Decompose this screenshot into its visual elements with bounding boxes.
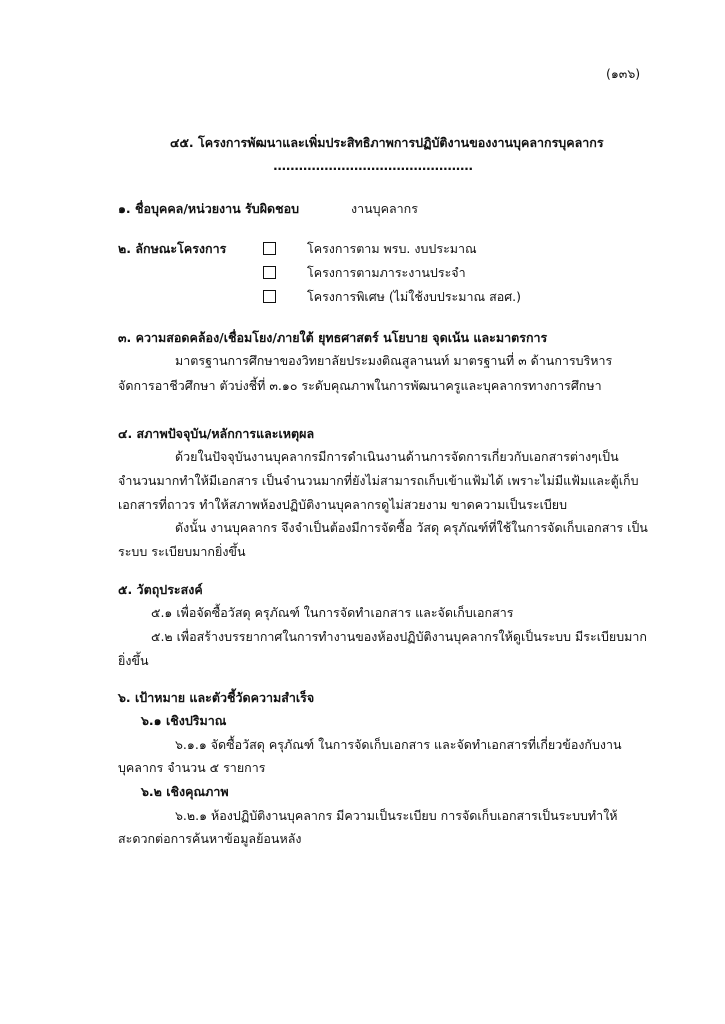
option-2-label: โครงการตามภาระงานประจำ: [307, 265, 466, 280]
page-number: (๑๓๖): [606, 66, 641, 81]
section-6-2-line-2: สะดวกต่อการค้นหาข้อมูลย้อนหลัง: [118, 831, 302, 846]
section-4-line-4: ดังนั้น งานบุคลากร จึงจำเป็นต้องมีการจัดซื้อ วัสดุ ครุภัณฑ์ที่ใช้ในการจัดเก็บเอกสาร เป็น: [175, 520, 648, 535]
section-6-heading: ๖. เป้าหมาย และตัวชี้วัดความสำเร็จ: [118, 690, 315, 705]
section-5-line-3: ยิ่งขึ้น: [118, 653, 149, 668]
checkbox-2[interactable]: [263, 266, 276, 279]
section-4-line-1: ด้วยในปัจจุบันงานบุคลากรมีการดำเนินงานด้านการจัดการเกี่ยวกับเอกสารต่างๆเป็น: [175, 449, 619, 464]
section-4-heading: ๔. สภาพปัจจุบัน/หลักการและเหตุผล: [118, 426, 315, 441]
option-3-label: โครงการพิเศษ (ไม่ใช้งบประมาณ สอศ.): [307, 289, 521, 304]
section-4-line-5: ระบบ ระเบียบมากยิ่งขึ้น: [118, 544, 246, 559]
section-5-heading: ๕. วัตถุประสงค์: [118, 582, 203, 597]
section-6-1-line-2: บุคลากร จำนวน ๕ รายการ: [118, 760, 266, 775]
section-4-line-3: เอกสารที่ถาวร ทำให้สภาพห้องปฏิบัติงานบุคลากรดูไม่สวยงาม ขาดความเป็นระเบียบ: [118, 497, 568, 512]
section-5-line-2: ๕.๒ เพื่อสร้างบรรยากาศในการทำงานของห้องปฏิบัติงานบุคลากรให้ดูเป็นระบบ มีระเบียบมาก: [151, 629, 647, 644]
section-6-1-line-1: ๖.๑.๑ จัดซื้อวัสดุ ครุภัณฑ์ ในการจัดเก็บเอกสาร และจัดทำเอกสารที่เกี่ยวข้องกับงาน: [175, 737, 622, 752]
option-1-label: โครงการตาม พรบ. งบประมาณ: [307, 241, 477, 256]
section-5-line-1: ๕.๑ เพื่อจัดซื้อวัสดุ ครุภัณฑ์ ในการจัดทำเอกสาร และจัดเก็บเอกสาร: [151, 605, 514, 620]
section-3-line-1: มาตรฐานการศึกษาของวิทยาลัยประมงติณสูลานนท์ มาตรฐานที่ ๓ ด้านการบริหาร: [175, 353, 613, 368]
checkbox-3[interactable]: [263, 290, 276, 303]
section-3-heading: ๓. ความสอดคล้อง/เชื่อมโยง/ภายใต้ ยุทธศาสตร์ นโยบาย จุดเน้น และมาตรการ: [118, 330, 548, 345]
section-2-label: ๒. ลักษณะโครงการ: [118, 241, 227, 256]
section-6-1-heading: ๖.๑ เชิงปริมาณ: [141, 713, 227, 728]
section-4-line-2: จำนวนมากทำให้มีเอกสาร เป็นจำนวนมากที่ยังไม่สามารถเก็บเข้าแฟ้มได้ เพราะไม่มีแฟ้มและตู้เก็บ: [118, 473, 639, 488]
section-1-label: ๑. ชื่อบุคคล/หน่วยงาน รับผิดชอบ: [118, 201, 300, 216]
title-dots: ...............................................: [273, 158, 473, 173]
section-1-value: งานบุคลากร: [351, 201, 418, 216]
checkbox-1[interactable]: [263, 242, 276, 255]
section-6-2-heading: ๖.๒ เชิงคุณภาพ: [141, 784, 229, 799]
project-title: ๔๕. โครงการพัฒนาและเพิ่มประสิทธิภาพการปฏิบัติงานของงานบุคลากรบุคลากร: [170, 135, 604, 150]
section-3-line-2: จัดการอาชีวศึกษา ตัวบ่งชี้ที่ ๓.๑๐ ระดับคุณภาพในการพัฒนาครูและบุคลากรทางการศึกษา: [118, 378, 602, 393]
section-6-2-line-1: ๖.๒.๑ ห้องปฏิบัติงานบุคลากร มีความเป็นระเบียบ การจัดเก็บเอกสารเป็นระบบทำให้: [175, 808, 618, 823]
